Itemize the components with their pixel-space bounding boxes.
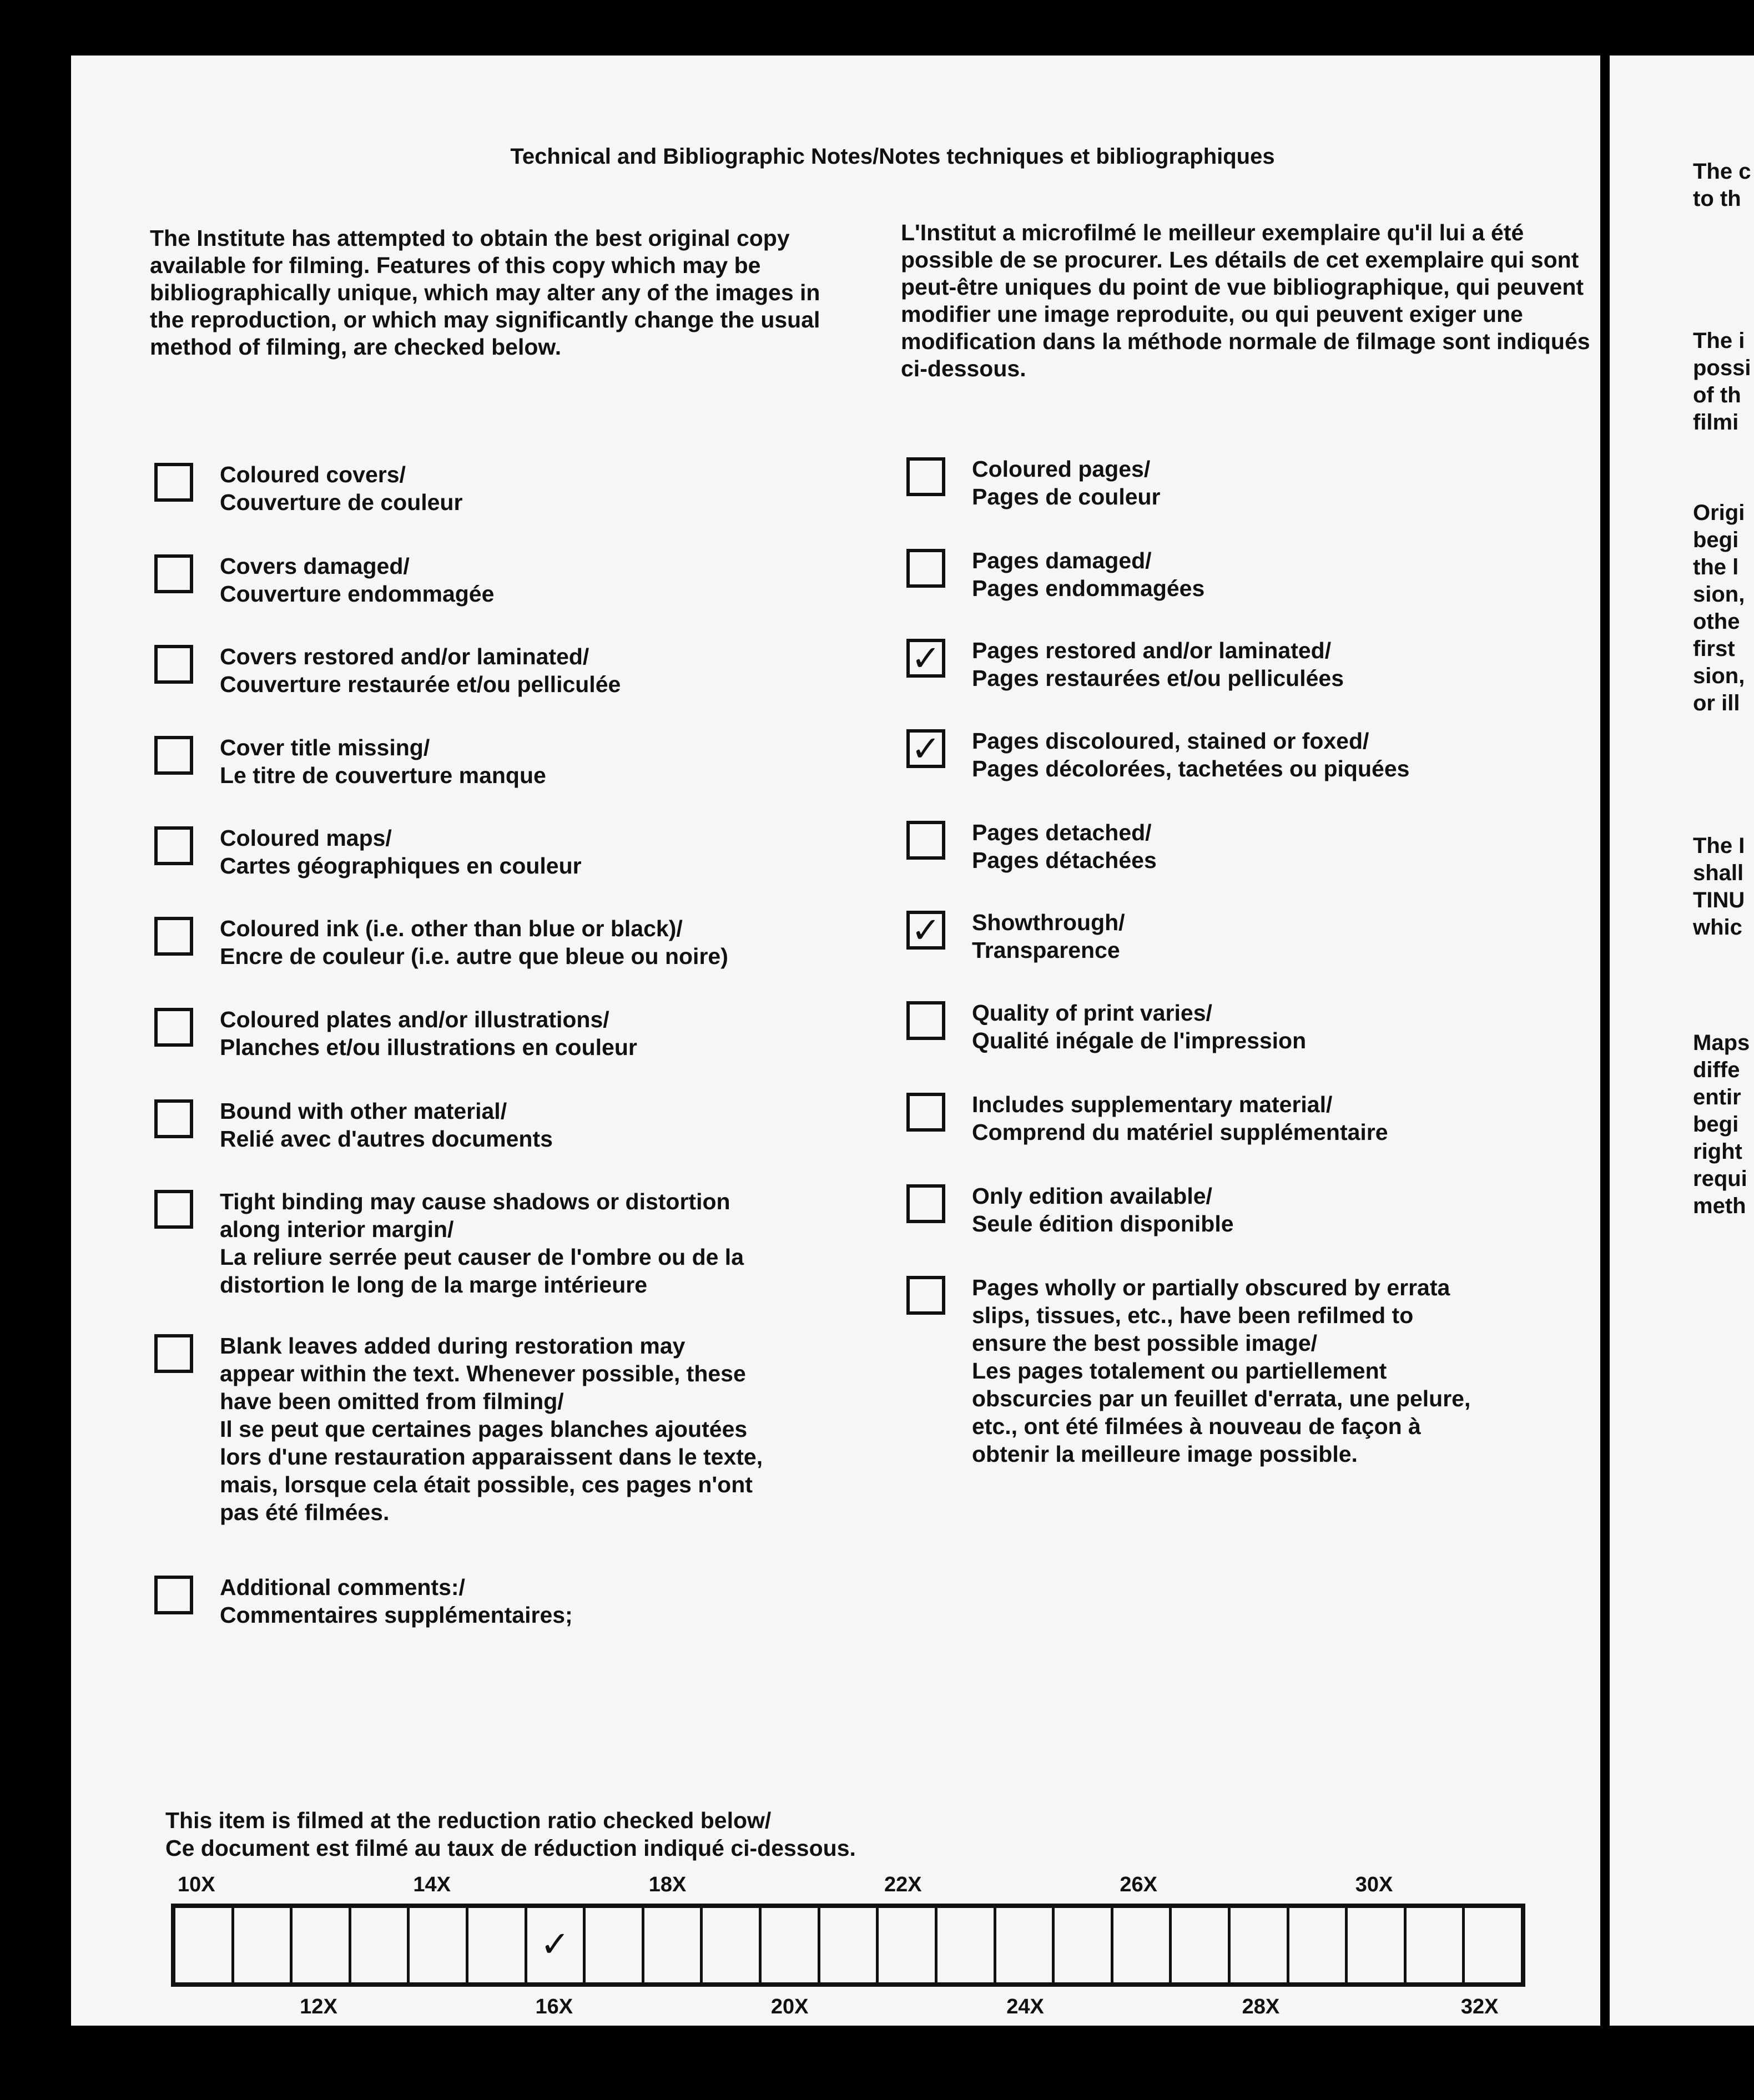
reduction-tick-bottom: 12X xyxy=(300,1995,337,2018)
item-label xyxy=(972,999,1306,1054)
checkbox[interactable] xyxy=(906,549,945,588)
edge-line: right xyxy=(1693,1139,1742,1164)
item-label-line: Comprend du matériel supplémentaire xyxy=(972,1119,1388,1145)
reduction-cell[interactable] xyxy=(644,1908,703,1982)
item-label-line: Pages discoloured, stained or foxed/ xyxy=(972,728,1369,754)
item-label-line: Tight binding may cause shadows or distortion xyxy=(220,1189,730,1214)
edge-line: The I xyxy=(1693,834,1745,858)
item-label-line: Showthrough/ xyxy=(972,910,1125,935)
reduction-cell[interactable] xyxy=(410,1908,468,1982)
edge-line: sion, xyxy=(1693,582,1745,607)
reduction-cell[interactable] xyxy=(996,1908,1055,1982)
item-label xyxy=(972,547,1204,602)
item-label xyxy=(220,1006,637,1061)
item-label-line: appear within the text. Whenever possible, these xyxy=(220,1361,746,1386)
item-label xyxy=(220,643,621,698)
item-label xyxy=(220,461,462,516)
reduction-ratio-label xyxy=(165,1806,856,1862)
item-label xyxy=(220,1188,744,1299)
reduction-tick-top: 30X xyxy=(1355,1873,1393,1896)
item-label-line: Coloured pages/ xyxy=(972,456,1151,482)
edge-line: whic xyxy=(1693,915,1742,940)
item-label-line: Les pages totalement ou partiellement xyxy=(972,1358,1387,1384)
edge-line: to th xyxy=(1693,186,1741,211)
item-label xyxy=(972,727,1409,783)
edge-line: shall xyxy=(1693,861,1744,885)
item-label-line: Coloured covers/ xyxy=(220,462,406,487)
edge-line: entir xyxy=(1693,1085,1741,1109)
reduction-tick-bottom: 24X xyxy=(1006,1995,1044,2018)
edge-line: sion, xyxy=(1693,664,1745,688)
page-title: Technical and Bibliographic Notes/Notes techniques et bibliographiques xyxy=(510,144,1275,169)
item-label-line: Seule édition disponible xyxy=(972,1211,1234,1236)
item-label-line: Coloured ink (i.e. other than blue or black)/ xyxy=(220,916,683,941)
checkbox[interactable]: ✓ xyxy=(906,729,945,768)
edge-line: first xyxy=(1693,637,1735,661)
edge-line: begi xyxy=(1693,528,1739,552)
item-label xyxy=(972,1091,1388,1146)
item-label-line: Blank leaves added during restoration may xyxy=(220,1333,686,1359)
item-label-line: Couverture de couleur xyxy=(220,489,463,515)
item-label-line: Commentaires supplémentaires; xyxy=(220,1602,573,1628)
reduction-cell[interactable] xyxy=(703,1908,762,1982)
checkbox[interactable] xyxy=(154,463,193,502)
edge-line: or ill xyxy=(1693,691,1740,715)
checkbox[interactable] xyxy=(154,554,193,593)
reduction-scale xyxy=(171,1904,1525,1987)
item-label-line: distortion le long de la marge intérieure xyxy=(220,1272,648,1298)
adjacent-page xyxy=(1610,55,1754,2026)
checkbox[interactable]: ✓ xyxy=(906,639,945,678)
item-label-line: Pages décolorées, tachetées ou piquées xyxy=(972,756,1410,781)
edge-line: requi xyxy=(1693,1167,1747,1191)
item-label xyxy=(220,552,494,608)
item-label-line: Transparence xyxy=(972,937,1120,963)
checkbox[interactable] xyxy=(154,1576,193,1614)
item-label xyxy=(972,819,1157,874)
reduction-label-en: This item is filmed at the reduction ratio checked below/ xyxy=(165,1808,772,1833)
reduction-cell[interactable] xyxy=(468,1908,527,1982)
intro-french: L'Institut a microfilmé le meilleur exemplaire qu'il lui a été possible de se procurer. Les détails de cet exemplaire qui sont peut-être uniques du point de vue bibliographique, qui peuvent modifier une image reproduite, ou qui peuvent exiger une modification dans la méthode normale de filmage sont indiqués ci-dessous. xyxy=(901,220,1590,381)
reduction-cell[interactable] xyxy=(762,1908,820,1982)
checkbox[interactable]: ✓ xyxy=(906,911,945,950)
item-label xyxy=(972,908,1125,964)
reduction-cell[interactable] xyxy=(1113,1908,1172,1982)
reduction-tick-top: 14X xyxy=(413,1873,451,1896)
item-label-line: Only edition available/ xyxy=(972,1183,1212,1209)
reduction-tick-bottom: 16X xyxy=(535,1995,573,2018)
item-label xyxy=(220,734,546,789)
reduction-tick-top: 10X xyxy=(178,1873,215,1896)
item-label-line: Includes supplementary material/ xyxy=(972,1092,1333,1117)
item-label xyxy=(220,1573,573,1629)
checkbox[interactable] xyxy=(154,1099,193,1138)
checkbox[interactable] xyxy=(154,917,193,956)
item-label-line: slips, tissues, etc., have been refilmed to xyxy=(972,1303,1414,1328)
item-label xyxy=(972,1182,1234,1238)
edge-line: The c xyxy=(1693,159,1751,184)
item-label-line: Pages restored and/or laminated/ xyxy=(972,638,1332,663)
item-label-line: Cartes géographiques en couleur xyxy=(220,853,582,879)
edge-line: meth xyxy=(1693,1194,1746,1218)
edge-line: othe xyxy=(1693,609,1740,634)
item-label-line: Pages restaurées et/ou pelliculées xyxy=(972,665,1344,691)
item-label-line: mais, lorsque cela était possible, ces pages n'ont xyxy=(220,1472,753,1497)
item-label-line: Encre de couleur (i.e. autre que bleue ou noire) xyxy=(220,943,728,969)
item-label-line: Covers restored and/or laminated/ xyxy=(220,644,589,669)
item-label-line: Planches et/ou illustrations en couleur xyxy=(220,1034,637,1060)
item-label-line: Coloured plates and/or illustrations/ xyxy=(220,1007,609,1032)
item-label-line: Couverture restaurée et/ou pelliculée xyxy=(220,672,621,697)
checkbox[interactable] xyxy=(906,1276,945,1315)
intro-english: The Institute has attempted to obtain the best original copy available for filming. Features of this copy which may be bibliographically unique, which may alter any of the images in the reproduction, or which may significantly change the usual method of filming, are checked below. xyxy=(150,225,820,360)
item-label-line: obscurcies par un feuillet d'errata, une pelure, xyxy=(972,1386,1471,1411)
reduction-label-fr: Ce document est filmé au taux de réduction indiqué ci-dessous. xyxy=(165,1835,856,1861)
item-label-line: have been omitted from filming/ xyxy=(220,1389,564,1414)
item-label-line: etc., ont été filmées à nouveau de façon à xyxy=(972,1414,1421,1439)
checkbox[interactable] xyxy=(154,1190,193,1229)
document-page xyxy=(71,55,1600,2026)
item-label-line: Pages de couleur xyxy=(972,484,1161,509)
item-label-line: pas été filmées. xyxy=(220,1500,390,1525)
reduction-cell[interactable] xyxy=(1231,1908,1289,1982)
reduction-cell[interactable] xyxy=(175,1908,234,1982)
checkbox[interactable] xyxy=(906,821,945,860)
edge-line: TINU xyxy=(1693,888,1745,912)
item-label xyxy=(972,637,1344,692)
item-label xyxy=(220,1332,763,1526)
reduction-cell[interactable] xyxy=(1407,1908,1465,1982)
item-label-line: Pages endommagées xyxy=(972,576,1205,601)
edge-line: the l xyxy=(1693,555,1739,579)
item-label-line: Bound with other material/ xyxy=(220,1098,507,1124)
checkbox[interactable] xyxy=(906,1001,945,1040)
item-label-line: obtenir la meilleure image possible. xyxy=(972,1441,1358,1467)
checkbox[interactable] xyxy=(154,1334,193,1373)
reduction-cell[interactable] xyxy=(1465,1908,1521,1982)
checkbox[interactable] xyxy=(154,826,193,865)
item-label xyxy=(220,824,582,880)
item-label-line: La reliure serrée peut causer de l'ombre ou de la xyxy=(220,1244,744,1270)
reduction-cell[interactable] xyxy=(1055,1908,1113,1982)
reduction-cell[interactable] xyxy=(351,1908,410,1982)
reduction-cell[interactable] xyxy=(1172,1908,1231,1982)
item-label-line: lors d'une restauration apparaissent dans le texte, xyxy=(220,1444,763,1470)
checkbox[interactable] xyxy=(906,1093,945,1132)
reduction-cell[interactable] xyxy=(293,1908,351,1982)
reduction-tick-top: 22X xyxy=(884,1873,922,1896)
reduction-cell[interactable] xyxy=(1289,1908,1348,1982)
edge-line: begi xyxy=(1693,1112,1739,1137)
reduction-cell[interactable] xyxy=(938,1908,996,1982)
item-label-line: Cover title missing/ xyxy=(220,735,430,760)
item-label-line: Il se peut que certaines pages blanches ajoutées xyxy=(220,1416,748,1442)
item-label-line: Le titre de couverture manque xyxy=(220,763,546,788)
item-label-line: Pages damaged/ xyxy=(972,548,1152,573)
checkbox[interactable] xyxy=(154,645,193,684)
reduction-tick-bottom: 32X xyxy=(1460,1995,1499,2018)
reduction-tick-top: 18X xyxy=(648,1873,687,1896)
reduction-cell[interactable] xyxy=(879,1908,938,1982)
checkbox[interactable] xyxy=(906,457,945,496)
item-label-line: Quality of print varies/ xyxy=(972,1000,1212,1026)
item-label-line: Pages wholly or partially obscured by errata xyxy=(972,1275,1450,1300)
item-label-line: ensure the best possible image/ xyxy=(972,1330,1318,1356)
item-label-line: Qualité inégale de l'impression xyxy=(972,1028,1307,1053)
reduction-cell[interactable] xyxy=(234,1908,293,1982)
item-label xyxy=(972,455,1161,511)
item-label-line: Pages detached/ xyxy=(972,820,1152,845)
reduction-tick-bottom: 20X xyxy=(770,1995,809,2018)
checkbox[interactable] xyxy=(906,1184,945,1223)
reduction-tick-top: 26X xyxy=(1120,1873,1158,1896)
item-label-line: Coloured maps/ xyxy=(220,825,392,851)
checkbox[interactable] xyxy=(154,736,193,775)
edge-line: of th xyxy=(1693,383,1741,407)
edge-line: filmi xyxy=(1693,410,1739,435)
edge-line: Maps xyxy=(1693,1031,1750,1055)
checkbox[interactable] xyxy=(154,1008,193,1047)
item-label-line: Covers damaged/ xyxy=(220,553,410,579)
item-label xyxy=(220,1097,553,1153)
edge-line: The i xyxy=(1693,329,1745,353)
reduction-cell[interactable] xyxy=(1348,1908,1407,1982)
item-label-line: Couverture endommagée xyxy=(220,581,495,607)
reduction-cell[interactable] xyxy=(820,1908,879,1982)
item-label xyxy=(220,915,728,970)
item-label-line: Additional comments:/ xyxy=(220,1574,465,1600)
reduction-cell[interactable] xyxy=(586,1908,644,1982)
item-label-line: along interior margin/ xyxy=(220,1216,454,1242)
item-label-line: Relié avec d'autres documents xyxy=(220,1126,553,1152)
item-label xyxy=(972,1274,1470,1468)
reduction-cell[interactable]: ✓ xyxy=(527,1908,586,1982)
reduction-tick-bottom: 28X xyxy=(1242,1995,1280,2018)
item-label-line: Pages détachées xyxy=(972,847,1157,873)
edge-line: Origi xyxy=(1693,501,1745,525)
edge-line: possi xyxy=(1693,356,1751,380)
edge-line: diffe xyxy=(1693,1058,1740,1082)
